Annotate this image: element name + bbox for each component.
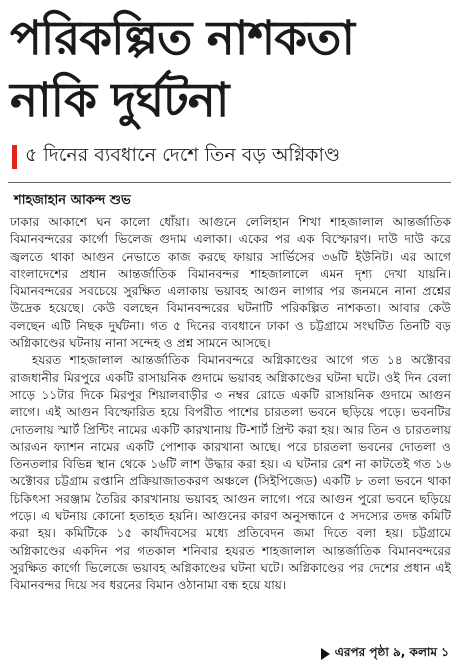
- subheadline: [12, 140, 451, 174]
- paragraph: ঢাকার আকাশে ঘন কালো ধোঁয়া। আগুনে লেলিহান শিখা শাহজালাল আন্তর্জাতিক বিমানবন্দরের কার্গো ভিলেজ গুদাম এলাকা। একের পর এক বিস্ফোরণ। দাউ দাউ করে জ্বলতে থাকা আগুন নেভাতে কাজ করছে ফায়ার সার্ভিসের ৩৬টি ইউনিট। এর আগে বাংলাদেশের প্রধান আন্তর্জাতিক বিমানবন্দর শাহজালালে এমন দৃশ্য দেখা যায়নি। বিমানবন্দরের সবচেয়ে সুরক্ষিত এলাকায় ভয়াবহ আগুন লাগার পর জনমনে নানা প্রশ্নের উদ্রেক হয়েছে। কেউ বলছেন বিমানবন্দরের ঘটনাটি পরিকল্পিত নাশকতা। আবার কেউ বলছেন এটি নিছক দুর্ঘটনা। গত ৫ দিনের ব্যবধানে ঢাকা ও চট্টগ্রামে সংঘটিত তিনটি বড় অগ্নিকাণ্ডের ঘটনায় নানা সন্দেহ ও প্রশ্ন সামনে আসছে।: [10, 215, 451, 351]
- arrow-right-icon: [321, 648, 330, 660]
- headline-line-1: পরিকল্পিত নাশকতা: [10, 11, 354, 66]
- headline: [0, 0, 459, 132]
- divider: [8, 182, 451, 183]
- paragraph: হযরত শাহজালাল আন্তর্জাতিক বিমানবন্দরে অগ্নিকাণ্ডের আগে গত ১৪ অক্টোবর রাজধানীর মিরপুরে একটি রাসায়নিক গুদামে ভয়াবহ অগ্নিকাণ্ডের ঘটনা ঘটে। ওই দিন বেলা সাড়ে ১১টার দিকে মিরপুর শিয়ালবাড়ীর ৩ নম্বর রোডে একটি রাসায়নিক গুদামে আগুন লাগে। এই আগুন বিস্ফোরিত হয়ে বিপরীত পাশের চারতলা ভবনে ছড়িয়ে পড়ে। ভবনটির দোতলায় স্মার্ট প্রিন্টিং নামের একটি কারখানায় টি-শার্ট প্রিন্ট করা হয়। আর তিন ও চারতলায় আরএন ফ্যাশন নামের একটি পোশাক কারখানা আছে। পরে চারতলা ভবনের দোতলা ও তিনতলার বিভিন্ন স্থান থেকে ১৬টি লাশ উদ্ধার করা হয়। এ ঘটনার রেশ না কাটতেই গত ১৬ অক্টোবর চট্টগ্রাম রপ্তানি প্রক্রিয়াজাতকরণ অঞ্চলে (সিইপিজেড) একটি ৮ তলা ভবনে থাকা চিকিৎসা সরঞ্জাম তৈরির কারখানায় ভয়াবহ আগুন লাগে। পরে আগুন পুরো ভবনে ছড়িয়ে পড়ে। এ ঘটনায় কোনো হতাহত হয়নি। আগুনের কারণ অনুসন্ধানে ৫ সদস্যের তদন্ত কমিটি করা হয়। কমিটিকে ১৫ কার্যদিবসের মধ্যে প্রতিবেদন জমা দিতে বলা হয়। চট্টগ্রামে অগ্নিকাণ্ডের একদিন পর গতকাল শনিবার হযরত শাহজালাল আন্তর্জাতিক বিমানবন্দরের সুরক্ষিত কার্গো ভিলেজে ভয়াবহ অগ্নিকাণ্ডের ঘটনা ঘটে। অগ্নিকাণ্ডের পর দেশের প্রধান এই বিমানবন্দর দিয়ে সব ধরনের বিমান ওঠানামা বন্ধ হয়ে যায়।: [10, 353, 451, 593]
- byline: শাহজাহান আকন্দ শুভ: [14, 193, 131, 208]
- article-body: [10, 214, 451, 595]
- headline-line-2: নাকি দুর্ঘটনা: [10, 73, 229, 128]
- continuation-text: এরপর পৃষ্ঠা ৯, কলাম ১: [334, 645, 449, 659]
- accent-bar: [12, 145, 17, 169]
- subheadline-text: ৫ দিনের ব্যবধানে দেশে তিন বড় অগ্নিকাণ্ড: [25, 144, 341, 166]
- continuation-note: [321, 644, 449, 664]
